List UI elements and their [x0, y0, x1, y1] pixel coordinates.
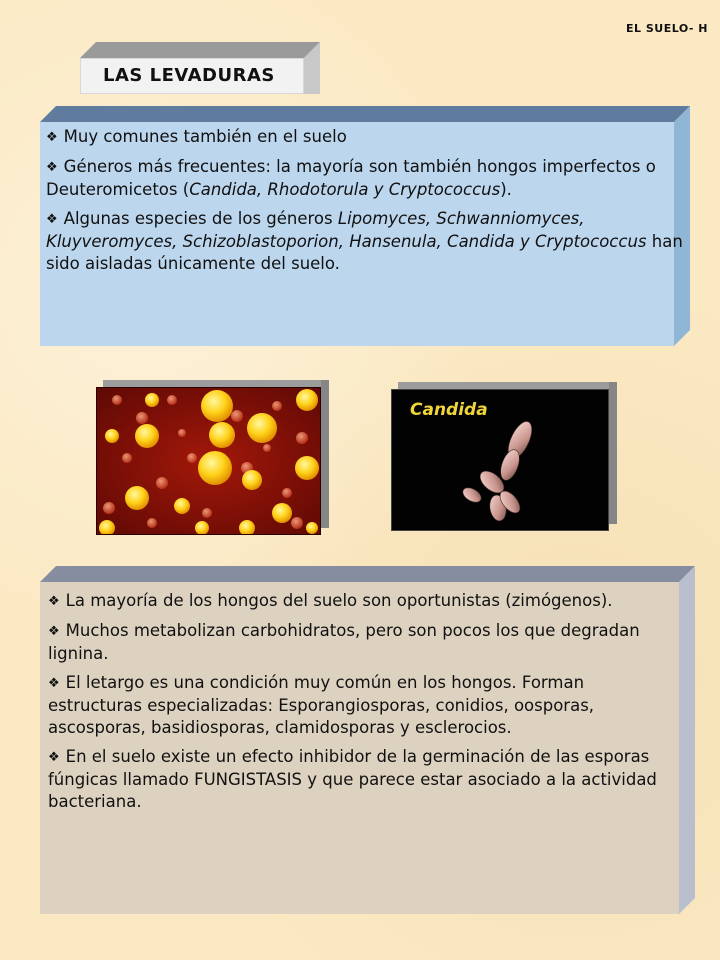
- agar-image-shadow-side: [321, 380, 329, 528]
- title-box: [80, 42, 320, 94]
- text-segment: Candida, Rhodotorula y Cryptococcus: [189, 180, 501, 199]
- blue-box-item: [46, 208, 686, 275]
- tan-box-item: [48, 746, 680, 813]
- diamond-bullet-icon: ❖: [48, 594, 60, 609]
- tan-box-item: [48, 590, 680, 613]
- candida-image-shadow-side: [609, 382, 617, 524]
- candida-label: Candida: [410, 400, 488, 420]
- blue-box-item: [46, 156, 686, 201]
- tan-box-item: [48, 620, 680, 665]
- diamond-bullet-icon: ❖: [48, 624, 60, 639]
- text-segment: Lipomyces, Schwanniomyces, Kluyveromyces, Schizoblastoporion, Hansenula, Candida y Cryptococcus: [46, 209, 647, 251]
- text-segment: han sido aisladas únicamente del suelo.: [46, 232, 683, 273]
- blue-box-top: [40, 106, 690, 122]
- text-segment: Muchos metabolizan carbohidratos, pero son pocos los que degradan lignina.: [48, 621, 640, 663]
- blue-box-content: [46, 126, 686, 282]
- diamond-bullet-icon: ❖: [48, 676, 60, 691]
- text-segment: El letargo es una condición muy común en los hongos. Forman estructuras especializadas: Esporangiosporas, conidios, oosporas, ascosporas, basidiosporas, clamidosporas y esclerocios.: [48, 673, 595, 737]
- title-box-face: [80, 58, 304, 94]
- text-segment: La mayoría de los hongos del suelo son oportunistas (zimógenos).: [65, 591, 613, 610]
- diamond-bullet-icon: ❖: [48, 750, 60, 765]
- tan-box-top: [40, 566, 695, 582]
- diamond-bullet-icon: ❖: [46, 212, 58, 227]
- text-segment: En el suelo existe un efecto inhibidor de la germinación de las esporas fúngicas llamado FUNGISTASIS y que parece estar asociado a la actividad bacteriana.: [48, 747, 657, 811]
- title-box-top: [80, 42, 320, 58]
- text-segment: Algunas especies de los géneros: [63, 209, 338, 228]
- diamond-bullet-icon: ❖: [46, 160, 58, 175]
- text-segment: ).: [500, 180, 512, 199]
- tan-box-content: [48, 590, 680, 820]
- text-segment: Muy comunes también en el suelo: [63, 127, 347, 146]
- page-title: LAS LEVADURAS: [103, 65, 275, 86]
- diamond-bullet-icon: ❖: [46, 130, 58, 145]
- tan-box-side: [679, 566, 695, 914]
- text-segment: Géneros más frecuentes: la mayoría son también hongos imperfectos o Deuteromicetos (: [46, 157, 656, 199]
- blue-box-item: [46, 126, 686, 149]
- tan-box-item: [48, 672, 680, 739]
- yeast-colonies-image: [96, 387, 321, 535]
- candida-image: [391, 389, 609, 531]
- page-header-tag: EL SUELO- H: [626, 22, 708, 35]
